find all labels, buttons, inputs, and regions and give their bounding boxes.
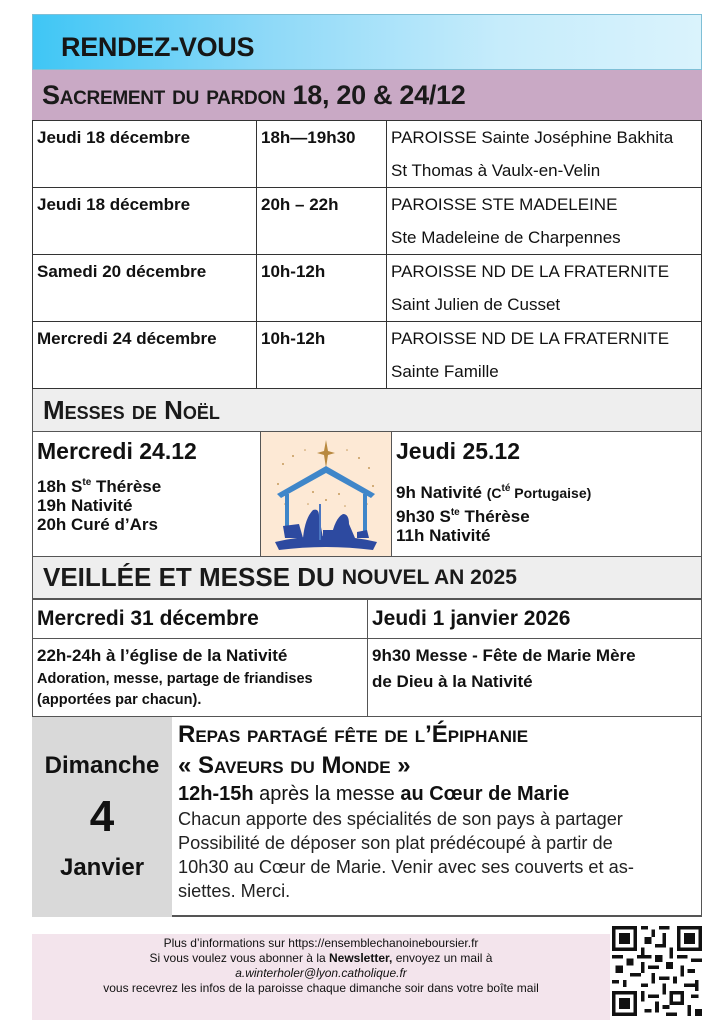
epiphanie-month: Janvier [59,854,145,881]
noel-mass-line: 9h30 $S^{te}$ Thérèse [396,507,530,526]
table-row [33,188,702,255]
epiphanie-details [172,717,702,917]
epiphanie-weekday: Dimanche [44,752,160,779]
table-row [33,255,702,322]
nouvel-an-title-big: VEILLÉE ET MESSE DU [43,562,335,592]
flyer-page [32,14,702,917]
pardon-time: 10h-12h [261,329,326,348]
epiphanie-section [32,717,702,917]
nouvel-an-header [32,556,702,599]
pardon-time: 18h—19h30 [261,128,356,147]
pardon-time: 20h – 22h [261,195,339,214]
pardon-church: Ste Madeleine de Charpennes [391,228,621,247]
noel-mass-line: 11h Nativité [396,526,491,545]
footer-email-link[interactable]: a.winterholer@lyon.catholique.fr [235,966,407,980]
nouvel-an-line: Adoration, messe, partage de friandises [37,671,313,687]
epiphanie-date-block [32,717,172,917]
epiphanie-body-line: Possibilité de déposer son plat prédécoupé à partir de [178,833,613,853]
rendez-vous-title: RENDEZ-VOUS [61,32,255,62]
pardon-time: 10h-12h [261,262,326,281]
nouvel-an-line: 22h-24h à l’église de la Nativité [37,646,288,665]
epiphanie-time-line: 12h-15h après la messe au Cœur de Marie [178,783,570,805]
nouvel-an-table [32,599,702,717]
noel-title: Messes de Noël [43,394,220,425]
noel-mass-line: 20h Curé d’Ars [37,515,158,534]
pardon-table [32,120,702,389]
pardon-parish: PAROISSE STE MADELEINE [391,195,618,214]
pardon-date: Mercredi 24 décembre [37,329,217,348]
noel-mass-line: 19h Nativité [37,496,133,515]
rendez-vous-header [32,14,702,70]
pardon-date: Jeudi 18 décembre [37,195,191,214]
pardon-header [32,70,702,120]
table-row [33,322,702,389]
nouvel-an-day: Jeudi 1 janvier 2026 [372,607,571,630]
nativity-icon [263,434,389,554]
noel-day: Jeudi 25.12 [396,438,521,464]
nativity-image [261,432,391,556]
footer-website-line: Plus d’informations sur https://ensemblechanoineboursier.fr [163,936,479,950]
noel-mass-line: 9h Nativité ($C^{té}$ Portugaise) [396,483,592,502]
epiphanie-day: 4 [89,792,115,841]
epiphanie-subtitle: « Saveurs du Monde » [178,752,411,779]
noel-header [32,389,702,432]
noel-24-column [33,432,261,556]
footer-info [32,934,610,1020]
epiphanie-body-line: 10h30 au Cœur de Marie. Venir avec ses couverts et as- [178,857,634,877]
pardon-parish: PAROISSE Sainte Joséphine Bakhita [391,128,674,147]
table-row [33,121,702,188]
nouvel-an-title-small: NOUVEL AN 2025 [341,565,517,589]
pardon-date: Samedi 20 décembre [37,262,207,281]
epiphanie-title: Repas partagé fête de l’Épiphanie [178,721,529,748]
pardon-church: St Thomas à Vaulx-en-Velin [391,161,601,180]
footer-info-line: vous recevrez les infos de la paroisse chaque dimanche soir dans votre boîte mail [103,981,539,995]
qr-code-icon[interactable] [612,926,702,1016]
table-row [33,600,702,639]
epiphanie-body-line: siettes. Merci. [178,881,291,901]
pardon-church: Saint Julien de Cusset [391,295,561,314]
footer-newsletter-line: Si vous voulez vous abonner à la Newsletter, envoyez un mail à [149,951,493,965]
pardon-title: Sacrement du pardon 18, 20 & 24/12 [42,79,466,110]
pardon-church: Sainte Famille [391,362,499,381]
noel-25-column [391,432,701,556]
noel-mass-line: 18h $S^{te}$ Thérèse [37,477,162,496]
nouvel-an-line: de Dieu à la Nativité [372,672,533,691]
nouvel-an-day: Mercredi 31 décembre [37,607,259,630]
noel-row [32,432,702,556]
pardon-date: Jeudi 18 décembre [37,128,191,147]
nouvel-an-line: (apportées par chacun). [37,692,202,708]
table-row [33,639,702,717]
pardon-parish: PAROISSE ND DE LA FRATERNITE [391,329,670,348]
nouvel-an-line: 9h30 Messe - Fête de Marie Mère [372,646,636,665]
pardon-parish: PAROISSE ND DE LA FRATERNITE [391,262,670,281]
epiphanie-body-line: Chacun apporte des spécialités de son pays à partager [178,809,623,829]
noel-day: Mercredi 24.12 [37,438,197,464]
